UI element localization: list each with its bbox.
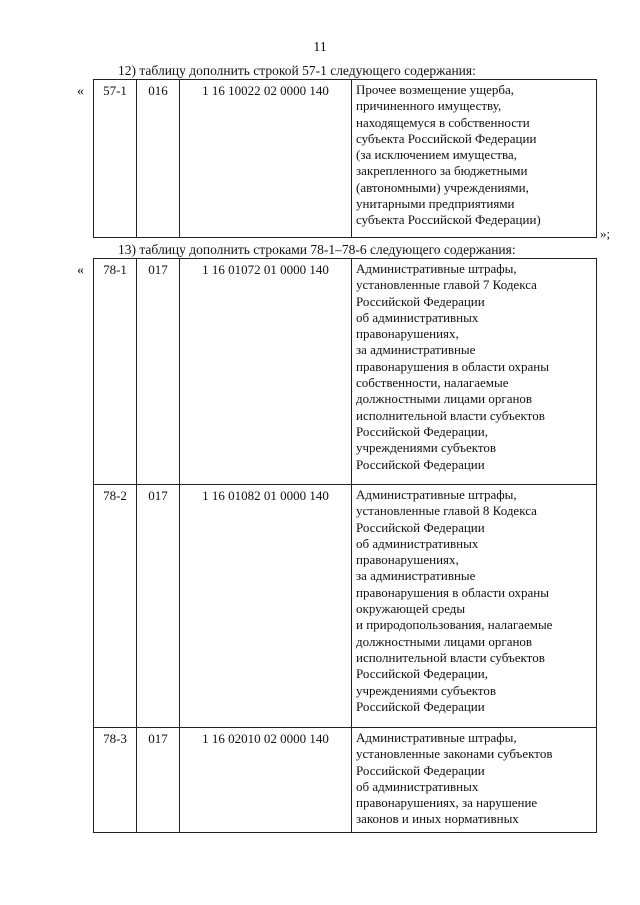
admin-code: 017 (137, 259, 180, 485)
budget-code: 1 16 10022 02 0000 140 (180, 80, 352, 238)
budget-code: 1 16 01072 01 0000 140 (180, 259, 352, 485)
item-12-open-quote: « (77, 84, 84, 99)
row-number: 78-1 (94, 259, 137, 485)
item-12-intro: 12) таблицу дополнить строкой 57-1 следующего содержания: (118, 63, 476, 78)
table-item-13 (93, 258, 597, 833)
row-number: 78-3 (94, 728, 137, 833)
admin-code: 016 (137, 80, 180, 238)
income-description: Административные штрафы, установленные главой 7 Кодекса Российской Федерации об административных правонарушениях, за административные правонарушения в области охраны собственности, налагаемые должностными лицами органов исполнительной власти субъектов Российской Федерации, учреждениями субъектов Российской Федерации (352, 259, 597, 485)
page-number: 11 (313, 40, 327, 55)
table-item-12 (93, 79, 597, 238)
item-13-intro: 13) таблицу дополнить строками 78-1–78-6 следующего содержания: (118, 242, 516, 257)
table-row-78-2 (94, 485, 597, 728)
admin-code: 017 (137, 485, 180, 728)
item-13-open-quote: « (77, 263, 84, 278)
item-12-close-quote: »; (600, 226, 611, 241)
row-number: 78-2 (94, 485, 137, 728)
admin-code: 017 (137, 728, 180, 833)
row-number: 57-1 (94, 80, 137, 238)
table-row-78-3 (94, 728, 597, 833)
budget-code: 1 16 01082 01 0000 140 (180, 485, 352, 728)
table-row-57-1 (94, 80, 597, 238)
income-description: Прочее возмещение ущерба, причиненного имуществу, находящемуся в собственности субъекта Российской Федерации (за исключением имущества, закрепленного за бюджетными (автономными) учреждениями, унитарными предприятиями субъекта Российской Федерации) (352, 80, 597, 238)
income-description: Административные штрафы, установленные законами субъектов Российской Федерации об административных правонарушениях, за нарушение законов и иных нормативных (352, 728, 597, 833)
table-row-78-1 (94, 259, 597, 485)
income-description: Административные штрафы, установленные главой 8 Кодекса Российской Федерации об административных правонарушениях, за административные правонарушения в области охраны окружающей среды и природопользования, налагаемые должностными лицами органов исполнительной власти субъектов Российской Федерации, учреждениями субъектов Российской Федерации (352, 485, 597, 728)
budget-code: 1 16 02010 02 0000 140 (180, 728, 352, 833)
